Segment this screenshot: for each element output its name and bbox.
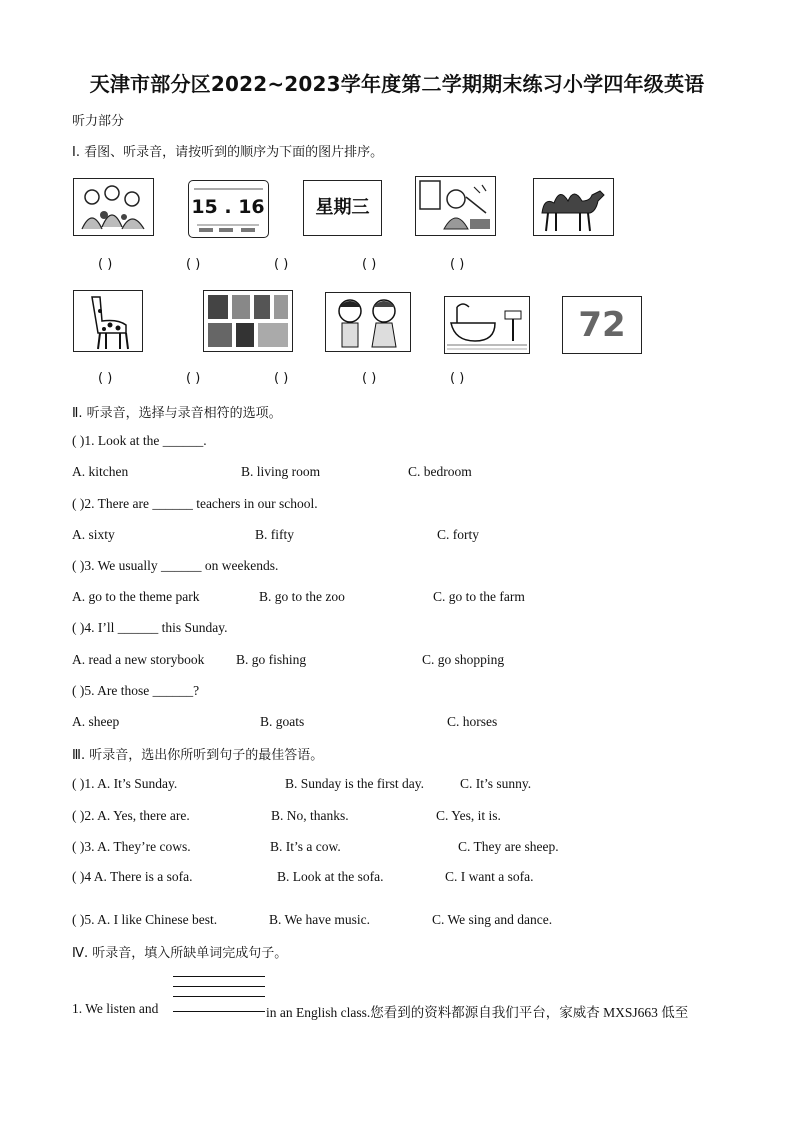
- question-text: ( )3. A. They’re cows.: [72, 839, 191, 854]
- answer-paren[interactable]: ( ): [98, 371, 113, 386]
- option-c[interactable]: C. forty: [437, 527, 479, 542]
- option-c[interactable]: C. Yes, it is.: [436, 808, 501, 823]
- option-c[interactable]: C. It’s sunny.: [460, 776, 532, 791]
- calendar-numbers: 15 . 16: [191, 196, 265, 218]
- answer-blank-line: [173, 976, 265, 977]
- option-b[interactable]: B. No, thanks.: [271, 808, 349, 823]
- option-a[interactable]: A. sixty: [72, 527, 115, 542]
- answer-paren[interactable]: ( ): [274, 257, 289, 272]
- section1-heading: Ⅰ. 看图、听录音，请按听到的顺序为下面的图片排序。: [72, 145, 384, 160]
- option-b[interactable]: B. go fishing: [236, 652, 307, 667]
- question-text: ( )5. A. I like Chinese best.: [72, 912, 218, 927]
- answer-paren[interactable]: ( ): [362, 257, 377, 272]
- answer-blank-input[interactable]: [173, 1011, 265, 1012]
- answer-paren[interactable]: ( ): [274, 371, 289, 386]
- question-text-end: in an English class.您看到的资料都源自我们平台，家威杏 MXSJ663 低至: [266, 1005, 689, 1020]
- option-a[interactable]: A. read a new storybook: [72, 652, 205, 667]
- two-kids-icon: [325, 292, 411, 352]
- weekday-text: 星期三: [315, 197, 370, 218]
- giraffe-icon: [73, 290, 143, 352]
- option-b[interactable]: B. goats: [260, 714, 305, 729]
- answer-blank-line: [173, 986, 265, 987]
- option-b[interactable]: B. We have music.: [269, 912, 371, 927]
- question-text: 1. We listen and: [72, 1001, 159, 1016]
- books-icon: [203, 290, 293, 352]
- camel-icon: [533, 178, 614, 236]
- answer-paren[interactable]: ( ): [186, 257, 201, 272]
- answer-blank-line: [173, 996, 265, 997]
- bathroom-icon: [444, 296, 530, 354]
- children-group-icon: [73, 178, 154, 236]
- question-text: ( )3. We usually ______ on weekends.: [72, 558, 279, 573]
- option-c[interactable]: C. We sing and dance.: [432, 912, 553, 927]
- question-text: ( )1. A. It’s Sunday.: [72, 776, 178, 791]
- question-text: ( )4 A. There is a sofa.: [72, 869, 193, 884]
- page-title: 天津市部分区2022~2023学年度第二学期期末练习小学四年级英语: [89, 72, 705, 96]
- number-card-icon: [562, 296, 642, 354]
- answer-paren[interactable]: ( ): [186, 371, 201, 386]
- option-c[interactable]: C. They are sheep.: [458, 839, 559, 854]
- option-a[interactable]: A. go to the theme park: [72, 589, 200, 604]
- question-text: ( )2. There are ______ teachers in our school.: [72, 496, 318, 511]
- question-text: ( )5. Are those ______?: [72, 683, 200, 698]
- question-text: ( )4. I’ll ______ this Sunday.: [72, 620, 228, 635]
- calendar-icon: [188, 180, 269, 238]
- option-b[interactable]: B. go to the zoo: [259, 589, 345, 604]
- option-b[interactable]: B. living room: [241, 464, 321, 479]
- weekday-card-icon: [303, 180, 382, 236]
- option-c[interactable]: C. horses: [447, 714, 498, 729]
- question-text: ( )1. Look at the ______.: [72, 433, 207, 448]
- option-b[interactable]: B. Sunday is the first day.: [285, 776, 424, 791]
- answer-paren[interactable]: ( ): [450, 371, 465, 386]
- option-a[interactable]: A. sheep: [72, 714, 120, 729]
- option-b[interactable]: B. It’s a cow.: [270, 839, 341, 854]
- option-b[interactable]: B. Look at the sofa.: [277, 869, 384, 884]
- section2-heading: Ⅱ. 听录音，选择与录音相符的选项。: [72, 406, 282, 421]
- option-c[interactable]: C. go to the farm: [433, 589, 525, 604]
- option-c[interactable]: C. go shopping: [422, 652, 505, 667]
- section3-heading: Ⅲ. 听录音，选出你所听到句子的最佳答语。: [72, 748, 324, 763]
- answer-paren[interactable]: ( ): [98, 257, 113, 272]
- number-card-text: 72: [578, 305, 626, 345]
- option-c[interactable]: C. bedroom: [408, 464, 472, 479]
- section4-heading: Ⅳ. 听录音，填入所缺单词完成句子。: [72, 946, 288, 961]
- option-c[interactable]: C. I want a sofa.: [445, 869, 534, 884]
- question-text: ( )2. A. Yes, there are.: [72, 808, 190, 823]
- listening-heading: 听力部分: [72, 114, 125, 129]
- option-a[interactable]: A. kitchen: [72, 464, 129, 479]
- answer-paren[interactable]: ( ): [450, 257, 465, 272]
- answer-paren[interactable]: ( ): [362, 371, 377, 386]
- classroom-icon: [415, 176, 496, 236]
- option-b[interactable]: B. fifty: [255, 527, 294, 542]
